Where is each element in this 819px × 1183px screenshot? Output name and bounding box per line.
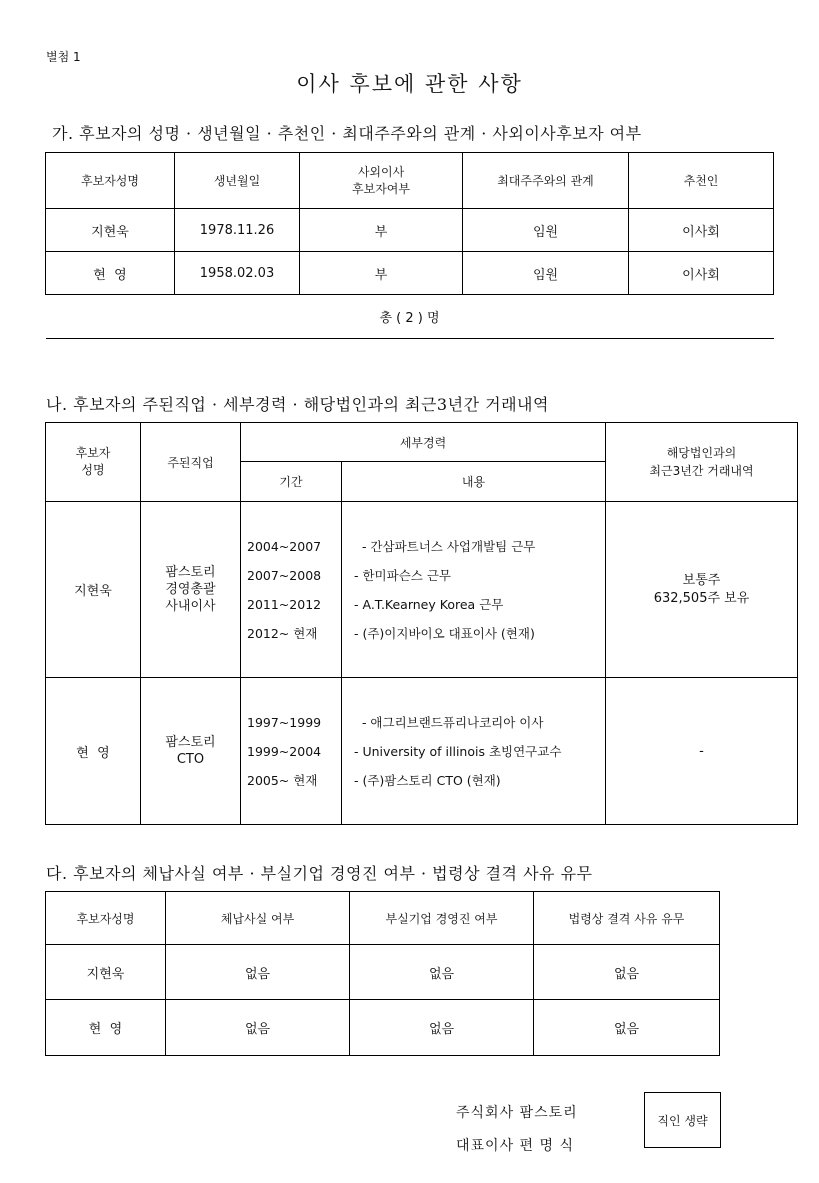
section-a-heading: 가. 후보자의 성명 · 생년월일 · 추천인 · 최대주주와의 관계 · 사외이사후보자 여부	[52, 124, 642, 143]
table-header-row	[46, 423, 798, 462]
cell-name: 현 영	[46, 678, 141, 825]
cell-transactions: -	[606, 678, 798, 825]
cell-outside-director: 부	[300, 252, 463, 295]
section-b-heading: 나. 후보자의 주된직업 · 세부경력 · 해당법인과의 최근3년간 거래내역	[46, 395, 549, 414]
cell-outside-director: 부	[300, 209, 463, 252]
table-row	[46, 945, 720, 1000]
content-item: - A.T.Kearney Korea 근무	[354, 596, 504, 612]
cell-contents	[342, 502, 606, 678]
company-name: 주식회사 팜스토리	[456, 1105, 578, 1121]
header-content: 내용	[342, 462, 606, 502]
cell-periods	[241, 678, 342, 825]
cell-job: 팜스토리 경영총괄 사내이사	[141, 502, 241, 678]
cell-birthdate: 1958.02.03	[175, 252, 300, 295]
content-item: - 간삼파트너스 사업개발팀 근무	[354, 538, 536, 554]
content-item: - (주)이지바이오 대표이사 (현재)	[354, 625, 535, 641]
candidate-basic-table	[45, 152, 774, 339]
cell-relation: 임원	[463, 252, 629, 295]
cell-job: 팜스토리 CTO	[141, 678, 241, 825]
header-tax-arrears: 체납사실 여부	[166, 892, 350, 945]
period-item: 1997~1999	[247, 714, 322, 730]
cell-periods	[241, 502, 342, 678]
cell-name: 지현욱	[46, 209, 175, 252]
content-item: - (주)팜스토리 CTO (현재)	[354, 772, 501, 788]
cell-insolvent-company: 없음	[350, 945, 534, 1000]
cell-contents	[342, 678, 606, 825]
header-name: 후보자성명	[46, 892, 166, 945]
section-c-heading: 다. 후보자의 체납사실 여부 · 부실기업 경영진 여부 · 법령상 결격 사유 유무	[46, 864, 593, 883]
header-job: 주된직업	[141, 423, 241, 502]
period-item: 2005~ 현재	[247, 772, 318, 788]
cell-recommender: 이사회	[629, 209, 774, 252]
seal-note: 직인 생략	[657, 1113, 708, 1128]
content-item: - University of illinois 초빙연구교수	[354, 743, 562, 759]
header-insolvent-company: 부실기업 경영진 여부	[350, 892, 534, 945]
period-item: 2004~2007	[247, 538, 322, 554]
table-row	[46, 1000, 720, 1056]
header-transactions: 해당법인과의 최근3년간 거래내역	[606, 423, 798, 502]
header-name: 후보자성명	[46, 153, 175, 209]
cell-tax-arrears: 없음	[166, 1000, 350, 1056]
cell-tax-arrears: 없음	[166, 945, 350, 1000]
total-count: 총 ( 2 ) 명	[46, 295, 774, 339]
content-item: - 한미파슨스 근무	[354, 567, 451, 583]
header-outside-director: 사외이사 후보자여부	[300, 153, 463, 209]
header-period: 기간	[241, 462, 342, 502]
attachment-label: 별첨 1	[46, 50, 81, 64]
header-career: 세부경력	[241, 423, 606, 462]
header-legal-disqualification: 법령상 결격 사유 유무	[534, 892, 720, 945]
table-row	[46, 502, 798, 678]
table-header-row	[46, 892, 720, 945]
ceo-name: 대표이사 편 명 식	[456, 1138, 575, 1154]
cell-birthdate: 1978.11.26	[175, 209, 300, 252]
candidate-disqualification-table	[45, 891, 720, 1056]
cell-relation: 임원	[463, 209, 629, 252]
candidate-career-table	[45, 422, 798, 825]
period-item: 1999~2004	[247, 743, 322, 759]
cell-name: 지현욱	[46, 502, 141, 678]
cell-transactions: 보통주 632,505주 보유	[606, 502, 798, 678]
cell-legal-disqualification: 없음	[534, 945, 720, 1000]
table-row	[46, 209, 774, 252]
header-name: 후보자 성명	[46, 423, 141, 502]
cell-name: 현 영	[46, 1000, 166, 1056]
table-row	[46, 252, 774, 295]
header-birthdate: 생년월일	[175, 153, 300, 209]
cell-legal-disqualification: 없음	[534, 1000, 720, 1056]
table-row	[46, 678, 798, 825]
header-recommender: 추천인	[629, 153, 774, 209]
cell-name: 지현욱	[46, 945, 166, 1000]
page-title: 이사 후보에 관한 사항	[296, 72, 523, 96]
cell-insolvent-company: 없음	[350, 1000, 534, 1056]
cell-name: 현 영	[46, 252, 175, 295]
period-item: 2007~2008	[247, 567, 322, 583]
content-item: - 애그리브랜드퓨리나코리아 이사	[354, 714, 544, 730]
cell-recommender: 이사회	[629, 252, 774, 295]
total-row	[46, 295, 774, 339]
header-relation: 최대주주와의 관계	[463, 153, 629, 209]
period-item: 2011~2012	[247, 596, 322, 612]
seal-omitted-box	[644, 1092, 721, 1148]
table-header-row	[46, 153, 774, 209]
period-item: 2012~ 현재	[247, 625, 318, 641]
